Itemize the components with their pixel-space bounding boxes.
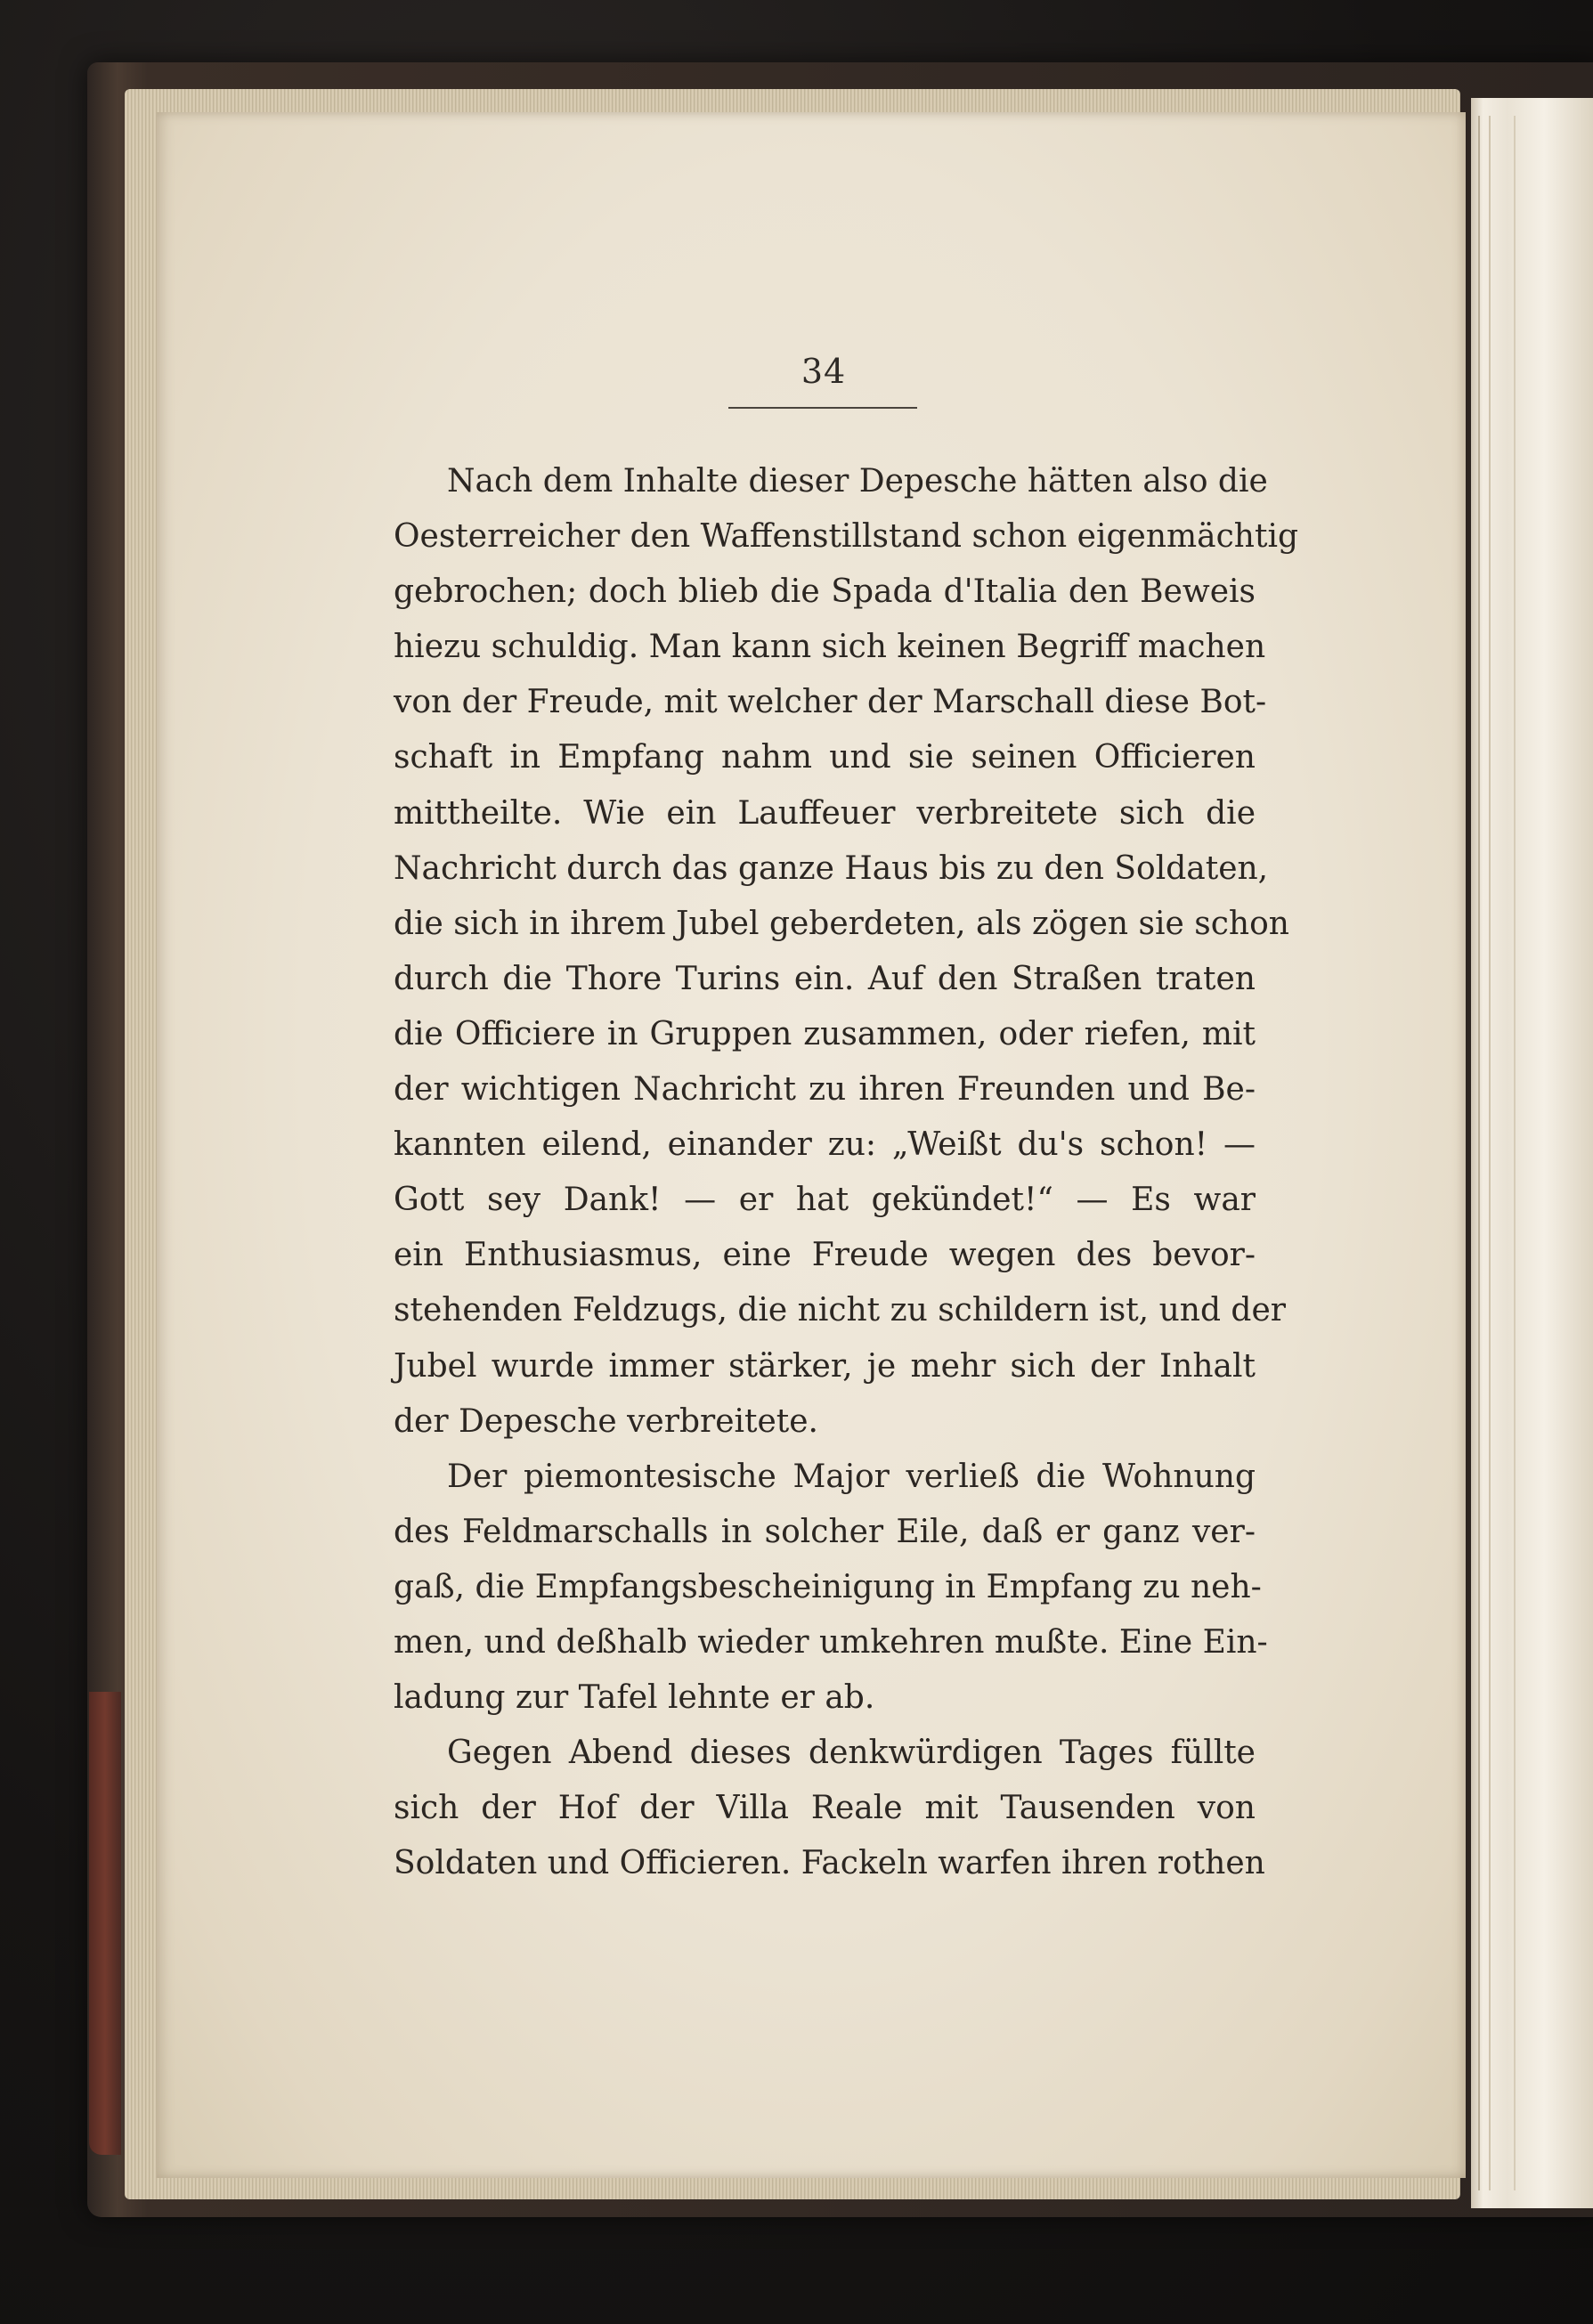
text-line: des Feldmarschalls in solcher Eile, daß er ganz ver- xyxy=(394,1513,1256,1550)
text-line: die sich in ihrem Jubel geberdeten, als zögen sie schon xyxy=(394,905,1289,942)
text-line: men, und deßhalb wieder umkehren mußte. Eine Ein- xyxy=(394,1623,1268,1661)
text-line: mittheilte. Wie ein Lauffeuer verbreitete sich die xyxy=(394,794,1256,832)
text-line: Gegen Abend dieses denkwürdigen Tages füllte xyxy=(447,1735,1256,1772)
text-line: ladung zur Tafel lehnte er ab. xyxy=(394,1679,875,1717)
text-line: die Officiere in Gruppen zusammen, oder riefen, mit xyxy=(394,1015,1256,1052)
text-line: ein Enthusiasmus, eine Freude wegen des bevor- xyxy=(394,1237,1256,1274)
book-cover-worn-edge xyxy=(89,1692,121,2155)
text-line: stehenden Feldzugs, die nicht zu schildern ist, und der xyxy=(394,1292,1286,1329)
text-line: Gott sey Dank! — er hat gekündet!“ — Es war xyxy=(394,1182,1256,1219)
page-body-text xyxy=(394,454,1298,1891)
text-line: Soldaten und Officieren. Fackeln warfen ihren rothen xyxy=(394,1845,1265,1882)
text-line: gaß, die Empfangsbescheinigung in Empfang zu neh- xyxy=(394,1568,1262,1605)
page-fold-line xyxy=(1514,116,1516,2190)
page-fold-line xyxy=(1478,116,1480,2190)
page-number: 34 xyxy=(801,352,847,391)
header-rule xyxy=(728,407,917,409)
text-line: der wichtigen Nachricht zu ihren Freunden und Be- xyxy=(394,1071,1256,1109)
text-line: sich der Hof der Villa Reale mit Tausenden von xyxy=(394,1790,1256,1827)
text-line: hiezu schuldig. Man kann sich keinen Begriff machen xyxy=(394,629,1266,666)
text-line: Der piemontesische Major verließ die Wohnung xyxy=(447,1458,1256,1495)
text-line: Nachricht durch das ganze Haus bis zu den Soldaten, xyxy=(394,849,1269,887)
text-line: kannten eilend, einander zu: „Weißt du's schon! — xyxy=(394,1126,1256,1164)
text-line: von der Freude, mit welcher der Marschall diese Bot- xyxy=(394,684,1267,721)
page-fold-line xyxy=(1489,116,1491,2190)
text-line: Nach dem Inhalte dieser Depesche hätten also die xyxy=(447,463,1268,500)
text-line: Jubel wurde immer stärker, je mehr sich der Inhalt xyxy=(394,1347,1256,1385)
text-line: durch die Thore Turins ein. Auf den Straßen traten xyxy=(394,960,1256,997)
text-line: der Depesche verbreitete. xyxy=(394,1402,818,1440)
text-line: Oesterreicher den Waffenstillstand schon eigenmächtig xyxy=(394,518,1298,556)
text-line: gebrochen; doch blieb die Spada d'Italia den Beweis xyxy=(394,573,1256,611)
text-line: schaft in Empfang nahm und sie seinen Officieren xyxy=(394,739,1256,776)
